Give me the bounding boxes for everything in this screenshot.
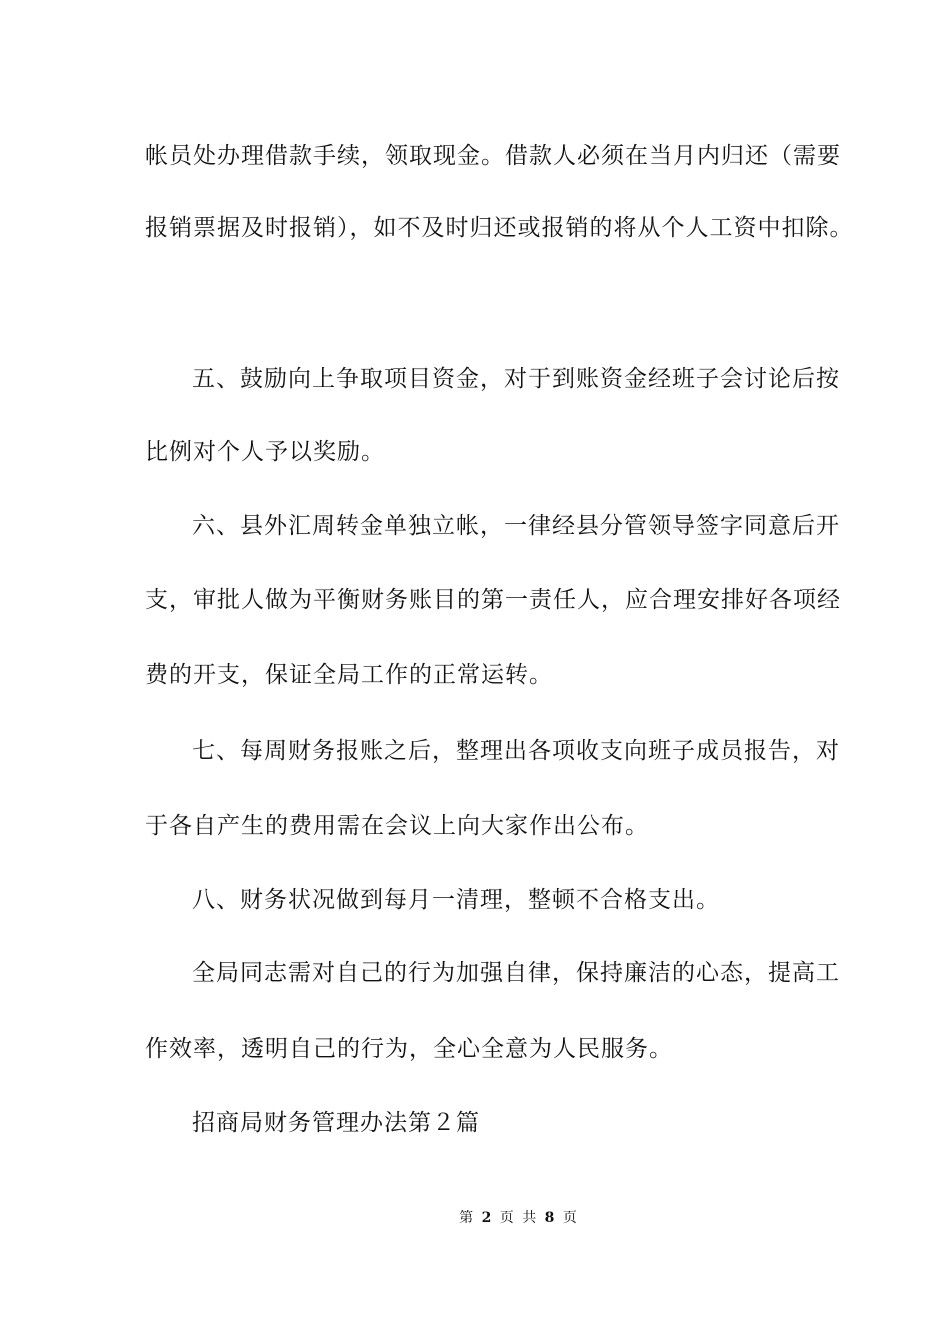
text-line: 于各自产生的费用需在会议上向大家作出公布。 — [145, 813, 649, 839]
section-heading: 招商局财务管理办法第２篇 — [192, 1110, 480, 1136]
text-line: 八、财务状况做到每月一清理，整顿不合格支出。 — [192, 887, 720, 913]
text-line: 比例对个人予以奖励。 — [145, 439, 385, 465]
text-line: 五、鼓励向上争取项目资金，对于到账资金经班子会讨论后按 — [192, 366, 840, 392]
text-line: 全局同志需对自己的行为加强自律，保持廉洁的心态，提高工 — [192, 960, 840, 986]
text-line: 报销票据及时报销），如不及时归还或报销的将从个人工资中扣除。 — [145, 215, 854, 241]
text-line: 费的开支，保证全局工作的正常运转。 — [145, 662, 553, 688]
text-line: 帐员处办理借款手续，领取现金。借款人必须在当月内归还（需要 — [145, 143, 841, 169]
footer-prefix: 第 — [459, 1210, 476, 1226]
footer-suffix: 页 — [562, 1210, 579, 1226]
text-line: 六、县外汇周转金单独立帐，一律经县分管领导签字同意后开 — [192, 513, 840, 539]
text-line: 七、每周财务报账之后，整理出各项收支向班子成员报告，对 — [192, 738, 840, 764]
text-line: 作效率，透明自己的行为，全心全意为人民服务。 — [145, 1036, 673, 1062]
text-line: 支，审批人做为平衡财务账目的第一责任人，应合理安排好各项经 — [145, 587, 841, 613]
total-pages-number: 8 — [544, 1210, 557, 1226]
footer-middle: 页 共 — [499, 1210, 539, 1226]
current-page-number: 2 — [481, 1210, 494, 1226]
page-footer — [0, 1209, 950, 1227]
